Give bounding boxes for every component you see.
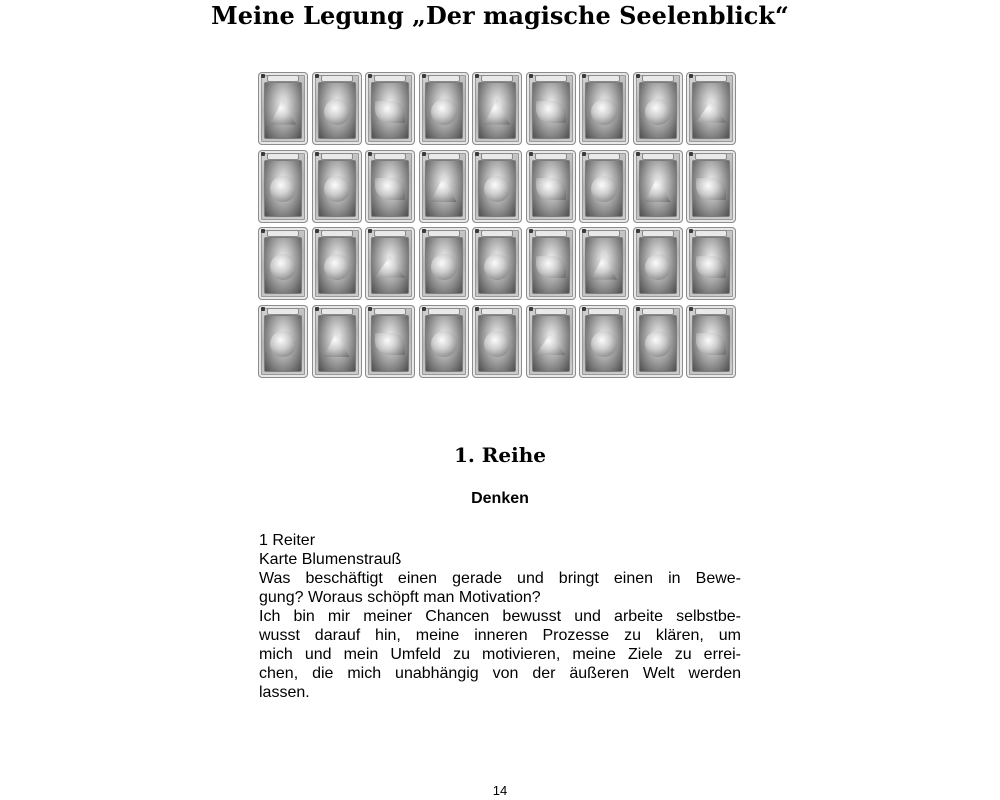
card-motif (591, 99, 617, 125)
card-motif (536, 256, 566, 278)
card-title-banner (374, 230, 406, 237)
card-illustration (472, 72, 522, 145)
card-suit-icon (261, 152, 265, 156)
interpretation-line: chen, die mich unabhängig von der äußeren Welt werden (259, 665, 741, 682)
card-motif (696, 256, 726, 278)
card-title-banner (535, 230, 567, 237)
card-picture (692, 82, 730, 139)
card-motif (536, 178, 566, 200)
card-illustration (258, 227, 308, 300)
interpretation-line: Ich bin mir meiner Chancen bewusst und arbeite selbstbe- (259, 608, 741, 625)
card-title-banner (695, 153, 727, 160)
card-motif (696, 333, 726, 355)
card-title-banner (321, 75, 353, 82)
card-motif (375, 178, 405, 200)
card-illustration (365, 305, 415, 378)
card-suit-icon (689, 152, 693, 156)
card-illustration (686, 72, 736, 145)
card-title-banner (267, 230, 299, 237)
card-suit-icon (529, 152, 533, 156)
card-illustration (419, 227, 469, 300)
card-motif (375, 256, 405, 278)
card-motif (484, 176, 510, 202)
card-picture (371, 315, 409, 372)
card-motif (536, 333, 566, 355)
card-picture (318, 82, 356, 139)
card-picture (478, 160, 516, 217)
card-suit-icon (689, 74, 693, 78)
card-title-banner (535, 75, 567, 82)
card-motif (375, 333, 405, 355)
card-suit-icon (582, 152, 586, 156)
card-title-banner (374, 308, 406, 315)
body-text (259, 531, 741, 702)
card-suit-icon (315, 74, 319, 78)
card-suit-icon (368, 74, 372, 78)
card-illustration (312, 305, 362, 378)
card-illustration (419, 150, 469, 223)
card-title-banner (695, 75, 727, 82)
card-illustration (419, 305, 469, 378)
interpretation-line: mich und mein Umfeld zu motivieren, meine Ziele zu errei- (259, 646, 741, 663)
card-motif (591, 254, 617, 280)
card-title-banner (481, 308, 513, 315)
card-title-banner (642, 308, 674, 315)
card-suit-icon (368, 229, 372, 233)
card-picture (585, 160, 623, 217)
card-suit-icon (582, 307, 586, 311)
card-picture (425, 315, 463, 372)
card-illustration (365, 72, 415, 145)
card-title-banner (321, 230, 353, 237)
card-picture (639, 237, 677, 294)
card-motif (484, 99, 510, 125)
card-illustration (472, 150, 522, 223)
card-picture (371, 82, 409, 139)
card-picture (692, 237, 730, 294)
card-motif (645, 331, 671, 357)
card-picture (478, 315, 516, 372)
card-illustration (526, 72, 576, 145)
card-title-banner (267, 308, 299, 315)
question-line: Was beschäftigt einen gerade und bringt einen in Bewe- (259, 570, 741, 587)
card-illustration (365, 150, 415, 223)
card-motif (431, 331, 457, 357)
card-suit-icon (636, 307, 640, 311)
card-name-line: Karte Blumenstrauß (259, 551, 402, 568)
card-position-line: 1 Reiter (259, 532, 316, 549)
card-motif (324, 331, 350, 357)
card-spread-image (258, 72, 740, 378)
card-picture (264, 315, 302, 372)
card-suit-icon (315, 152, 319, 156)
card-picture (692, 160, 730, 217)
card-suit-icon (422, 229, 426, 233)
card-motif (324, 176, 350, 202)
card-illustration (312, 72, 362, 145)
card-motif (270, 99, 296, 125)
card-motif (431, 254, 457, 280)
question-line: gung? Woraus schöpft man Motivation? (259, 589, 541, 606)
card-picture (425, 237, 463, 294)
card-motif (591, 331, 617, 357)
card-illustration (472, 227, 522, 300)
card-picture (425, 160, 463, 217)
card-illustration (579, 305, 629, 378)
card-suit-icon (475, 152, 479, 156)
card-motif (324, 254, 350, 280)
card-illustration (633, 150, 683, 223)
card-suit-icon (368, 307, 372, 311)
card-title-banner (695, 308, 727, 315)
card-picture (532, 160, 570, 217)
card-illustration (579, 150, 629, 223)
card-illustration (526, 150, 576, 223)
card-motif (270, 331, 296, 357)
card-title-banner (428, 153, 460, 160)
card-motif (484, 331, 510, 357)
card-illustration (365, 227, 415, 300)
interpretation-line: lassen. (259, 684, 310, 701)
card-illustration (686, 227, 736, 300)
card-title-banner (481, 153, 513, 160)
card-illustration (526, 227, 576, 300)
card-picture (371, 237, 409, 294)
card-motif (645, 254, 671, 280)
card-suit-icon (261, 74, 265, 78)
card-suit-icon (261, 307, 265, 311)
card-title-banner (535, 308, 567, 315)
card-suit-icon (636, 152, 640, 156)
card-suit-icon (475, 74, 479, 78)
card-title-banner (642, 230, 674, 237)
card-picture (692, 315, 730, 372)
card-suit-icon (582, 229, 586, 233)
card-title-banner (588, 308, 620, 315)
card-suit-icon (475, 307, 479, 311)
card-title-banner (588, 75, 620, 82)
card-suit-icon (475, 229, 479, 233)
card-picture (318, 160, 356, 217)
card-picture (425, 82, 463, 139)
card-suit-icon (422, 152, 426, 156)
card-title-banner (267, 75, 299, 82)
card-illustration (312, 150, 362, 223)
card-motif (696, 101, 726, 123)
card-title-banner (481, 75, 513, 82)
card-suit-icon (636, 74, 640, 78)
card-picture (264, 82, 302, 139)
card-illustration (472, 305, 522, 378)
card-picture (478, 237, 516, 294)
card-title-banner (374, 153, 406, 160)
card-motif (536, 101, 566, 123)
card-motif (431, 99, 457, 125)
card-suit-icon (689, 229, 693, 233)
card-illustration (258, 305, 308, 378)
card-illustration (526, 305, 576, 378)
card-suit-icon (368, 152, 372, 156)
card-picture (532, 82, 570, 139)
card-title-banner (481, 230, 513, 237)
card-motif (270, 176, 296, 202)
card-title-banner (642, 153, 674, 160)
card-suit-icon (689, 307, 693, 311)
card-picture (639, 82, 677, 139)
card-motif (484, 254, 510, 280)
section-subheading: Denken (471, 490, 529, 507)
card-motif (591, 176, 617, 202)
card-suit-icon (529, 74, 533, 78)
card-picture (532, 315, 570, 372)
section-heading: 1. Reihe (453, 443, 547, 467)
card-picture (478, 82, 516, 139)
card-illustration (258, 72, 308, 145)
card-motif (431, 176, 457, 202)
card-picture (318, 315, 356, 372)
card-title-banner (428, 75, 460, 82)
card-title-banner (642, 75, 674, 82)
card-suit-icon (422, 307, 426, 311)
card-picture (585, 315, 623, 372)
card-title-banner (535, 153, 567, 160)
card-motif (645, 99, 671, 125)
card-illustration (633, 305, 683, 378)
card-title-banner (374, 75, 406, 82)
card-suit-icon (582, 74, 586, 78)
card-picture (318, 237, 356, 294)
card-picture (264, 160, 302, 217)
card-illustration (419, 72, 469, 145)
card-suit-icon (529, 307, 533, 311)
card-suit-icon (636, 229, 640, 233)
card-motif (270, 254, 296, 280)
card-suit-icon (529, 229, 533, 233)
card-motif (696, 178, 726, 200)
page-title: Meine Legung „Der magische Seelenblick“ (211, 1, 789, 30)
card-illustration (686, 305, 736, 378)
card-illustration (579, 72, 629, 145)
card-suit-icon (315, 229, 319, 233)
card-motif (324, 99, 350, 125)
card-title-banner (428, 230, 460, 237)
card-illustration (686, 150, 736, 223)
card-illustration (258, 150, 308, 223)
card-title-banner (267, 153, 299, 160)
card-picture (585, 237, 623, 294)
card-illustration (633, 227, 683, 300)
card-suit-icon (261, 229, 265, 233)
card-title-banner (428, 308, 460, 315)
card-title-banner (321, 308, 353, 315)
card-picture (639, 315, 677, 372)
card-illustration (312, 227, 362, 300)
card-motif (645, 176, 671, 202)
card-picture (639, 160, 677, 217)
card-suit-icon (422, 74, 426, 78)
card-title-banner (588, 153, 620, 160)
card-motif (375, 101, 405, 123)
card-illustration (633, 72, 683, 145)
card-picture (585, 82, 623, 139)
card-title-banner (321, 153, 353, 160)
card-suit-icon (315, 307, 319, 311)
card-picture (264, 237, 302, 294)
card-picture (371, 160, 409, 217)
card-picture (532, 237, 570, 294)
card-illustration (579, 227, 629, 300)
page-number: 14 (492, 783, 508, 798)
card-title-banner (588, 230, 620, 237)
interpretation-line: wusst darauf hin, meine inneren Prozesse zu klären, um (259, 627, 741, 644)
card-title-banner (695, 230, 727, 237)
